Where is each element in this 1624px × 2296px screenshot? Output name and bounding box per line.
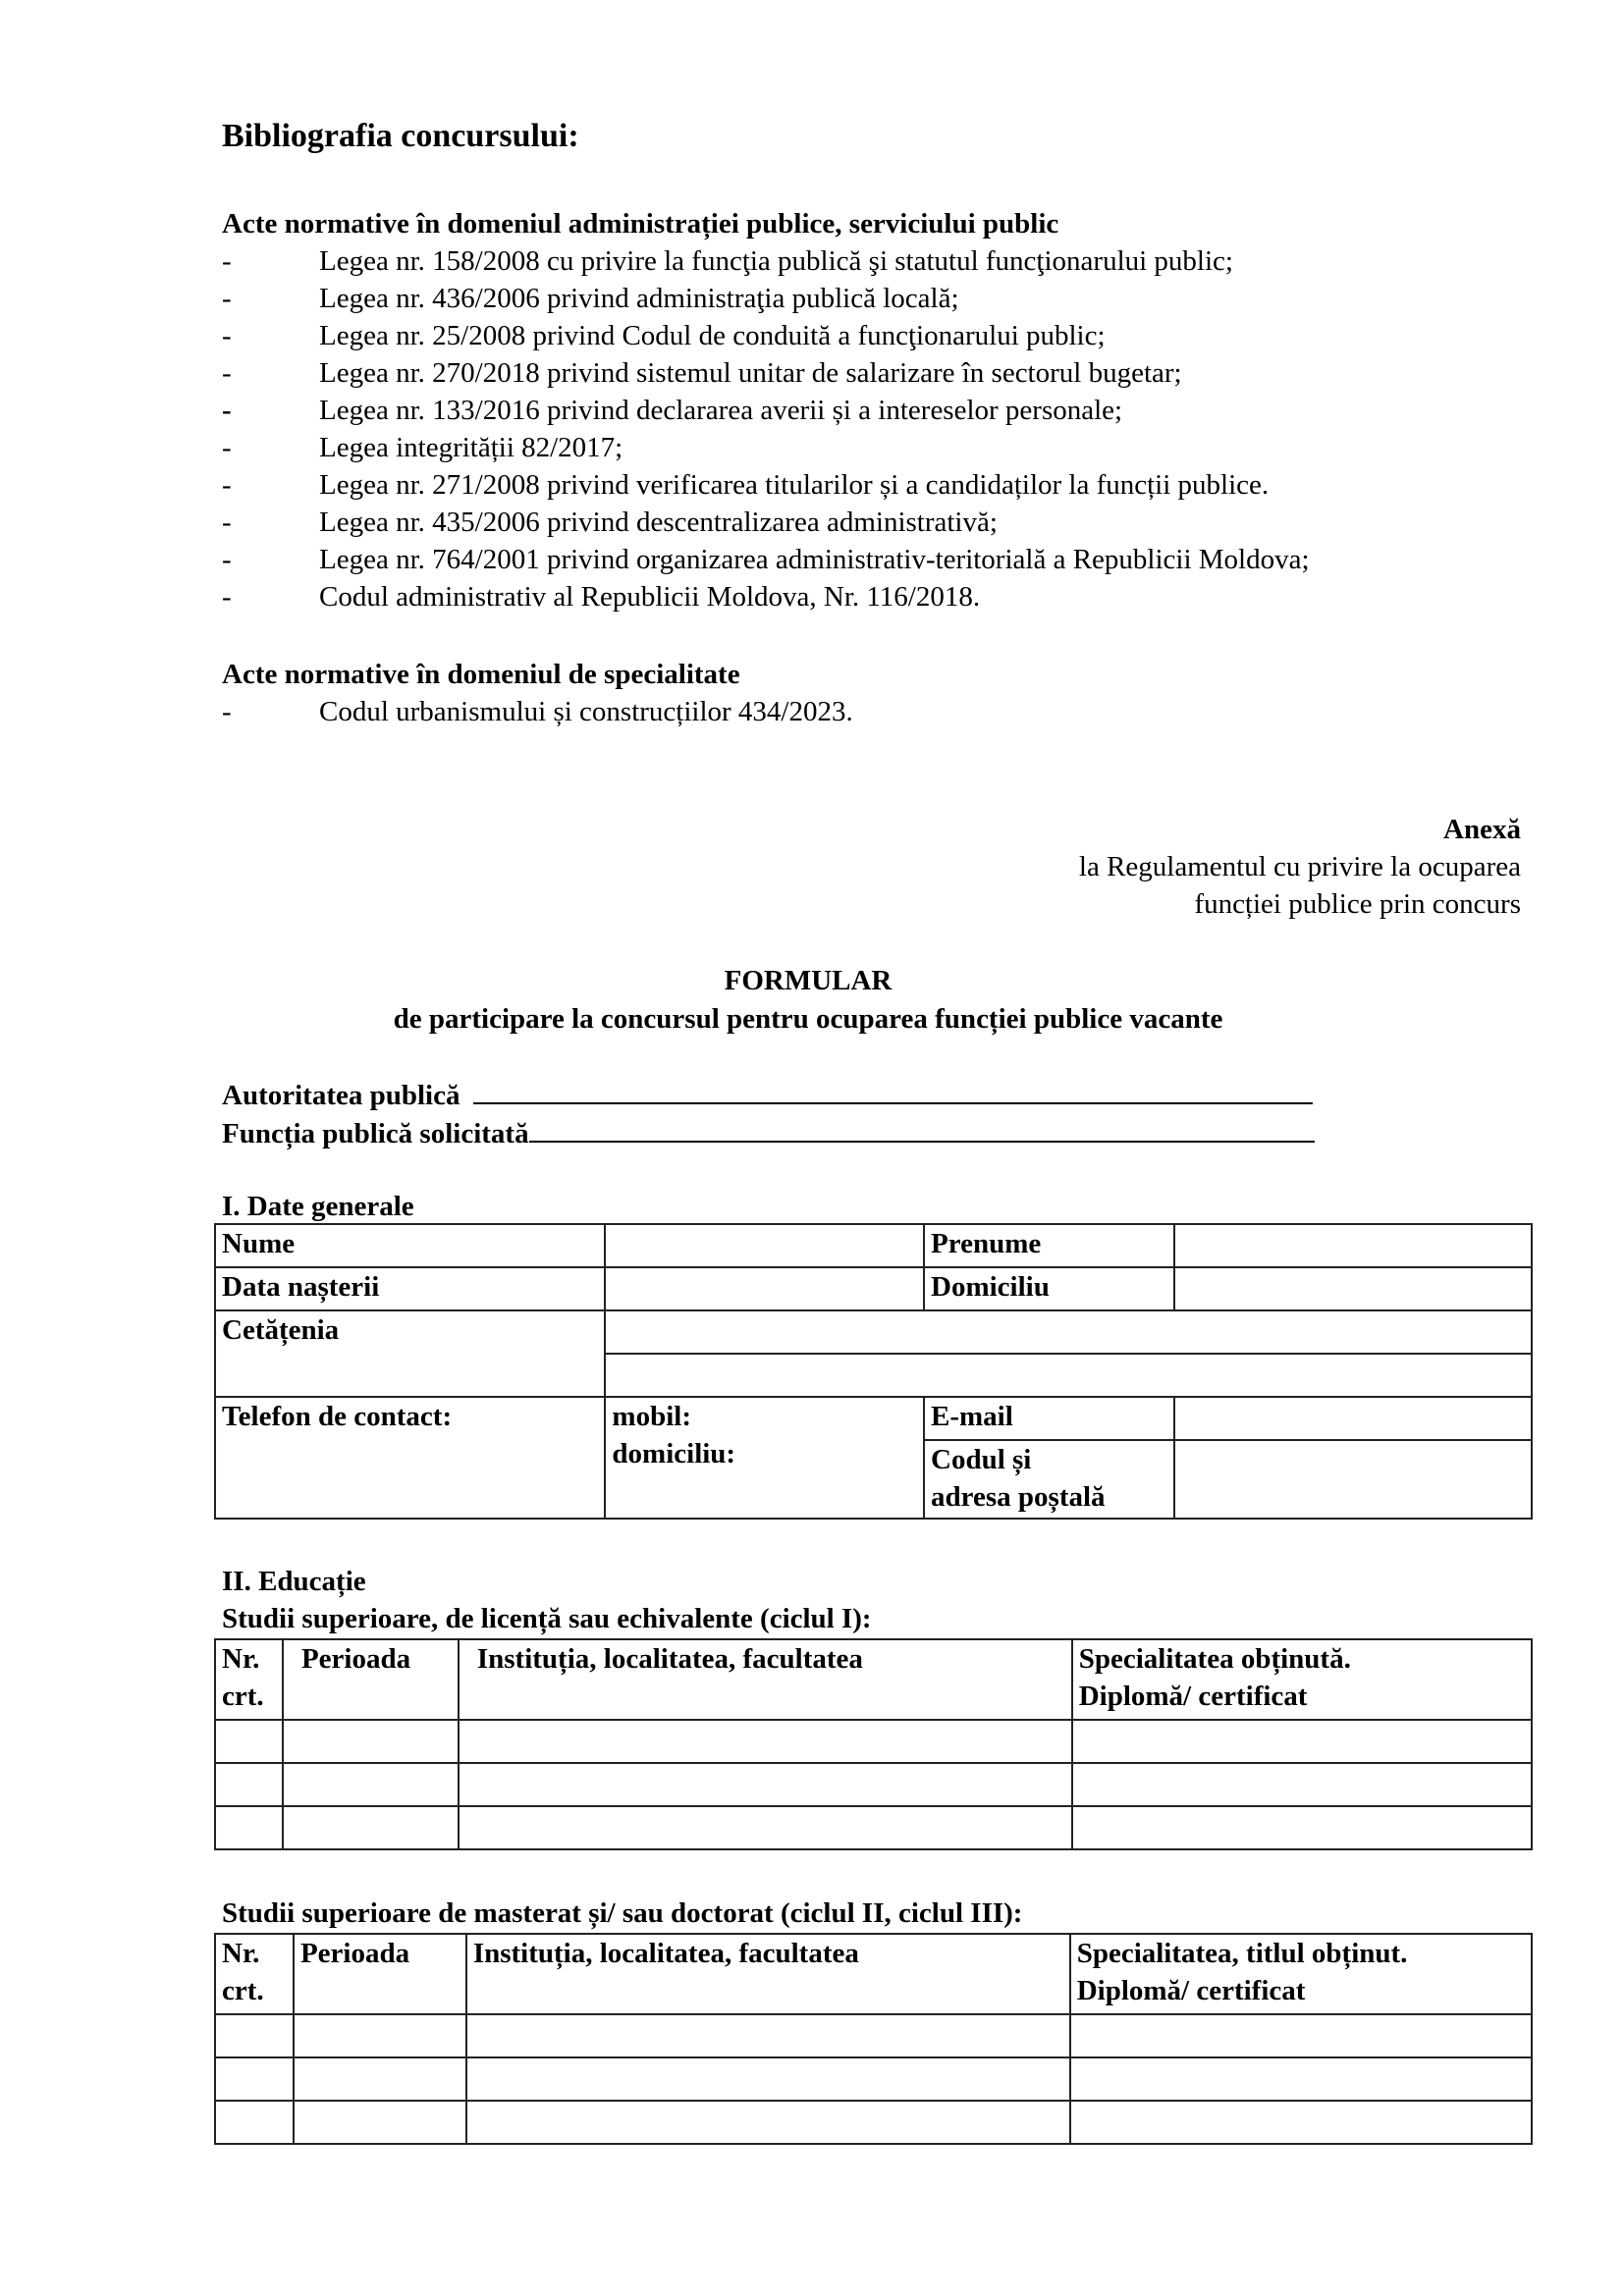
list-item-text: Legea nr. 271/2008 privind verificarea titularilor și a candidaților la funcții publice.: [319, 469, 1270, 501]
list-item: [222, 504, 1538, 541]
table-row: [215, 1763, 1532, 1806]
education-heading: II. Educație: [222, 1566, 366, 1597]
cell[interactable]: [1072, 1763, 1532, 1806]
table-row: [215, 1720, 1532, 1763]
bullet-dash: -: [222, 696, 232, 727]
table-header-row: [215, 1639, 1532, 1720]
label-mobil: mobil:: [612, 1401, 691, 1432]
cell[interactable]: [294, 2014, 466, 2057]
list-item: [222, 317, 1538, 354]
cell[interactable]: [283, 1763, 459, 1806]
list-item: [222, 280, 1538, 317]
section-heading-specialty: Acte normative în domeniul de specialitate: [222, 659, 740, 690]
list-item-text: Legea nr. 435/2006 privind descentralizarea administrativă;: [319, 507, 998, 538]
cell[interactable]: [215, 1763, 283, 1806]
input-prenume[interactable]: [1174, 1224, 1532, 1267]
cell[interactable]: [1070, 2057, 1532, 2101]
masters-caption: Studii superioare de masterat și/ sau doctorat (ciclul II, ciclul III):: [222, 1897, 1023, 1929]
section-heading-administration: Acte normative în domeniul administrației publice, serviciului public: [222, 208, 1059, 240]
label-email: E-mail: [924, 1397, 1174, 1440]
cell[interactable]: [466, 2101, 1070, 2144]
table-row: [215, 1397, 1532, 1440]
table-row: [215, 1224, 1532, 1267]
cell[interactable]: [459, 1806, 1072, 1849]
header-institutia: Instituția, localitatea, facultatea: [459, 1639, 1072, 1720]
cell[interactable]: [215, 1806, 283, 1849]
input-email[interactable]: [1174, 1397, 1532, 1440]
masters-studies-table: [214, 1933, 1533, 2145]
bullet-dash: -: [222, 432, 232, 463]
list-item-text: Legea nr. 436/2006 privind administraţia publică locală;: [319, 283, 959, 314]
list-item-text: Legea nr. 158/2008 cu privire la funcţia publică şi statutul funcţionarului public;: [319, 245, 1233, 277]
bullet-dash: -: [222, 544, 232, 575]
list-item: [222, 541, 1538, 578]
header-institutia: Instituția, localitatea, facultatea: [466, 1934, 1070, 2014]
input-data-nasterii[interactable]: [605, 1267, 924, 1310]
list-item: [222, 429, 1538, 466]
list-item-text: Codul administrativ al Republicii Moldova, Nr. 116/2018.: [319, 581, 981, 613]
input-postal-address[interactable]: [1174, 1440, 1532, 1519]
bibliography-title: Bibliografia concursului:: [222, 118, 579, 154]
table-row: [215, 1267, 1532, 1310]
annex-title: Anexă: [1443, 814, 1521, 845]
cell[interactable]: [215, 2014, 294, 2057]
administration-law-list: [222, 242, 1538, 615]
cell[interactable]: [1070, 2101, 1532, 2144]
list-item-text: Legea nr. 270/2018 privind sistemul unitar de salarizare în sectorul bugetar;: [319, 357, 1182, 389]
cell[interactable]: [283, 1720, 459, 1763]
specialty-law-list: [222, 693, 1538, 730]
phone-types-cell[interactable]: [605, 1397, 924, 1519]
table-row: [215, 1310, 1532, 1354]
annex-line-2: funcției publice prin concurs: [1194, 888, 1521, 920]
cell[interactable]: [459, 1720, 1072, 1763]
table-row: [215, 2057, 1532, 2101]
label-domiciliu: Domiciliu: [924, 1267, 1174, 1310]
cell[interactable]: [215, 2057, 294, 2101]
table-row: [215, 2014, 1532, 2057]
general-data-heading: I. Date generale: [222, 1191, 414, 1222]
cell[interactable]: [466, 2014, 1070, 2057]
bullet-dash: -: [222, 507, 232, 538]
table-header-row: [215, 1934, 1532, 2014]
list-item-text: Legea nr. 764/2001 privind organizarea administrativ-teritorială a Republicii Moldova;: [319, 544, 1310, 575]
cell[interactable]: [1070, 2014, 1532, 2057]
authority-field-row: [222, 1077, 1313, 1114]
header-nr-crt: Nr. crt.: [215, 1934, 294, 2014]
header-perioada: Perioada: [283, 1639, 459, 1720]
position-label: Funcția publică solicitată: [222, 1118, 529, 1149]
label-cetatenia: Cetățenia: [215, 1310, 605, 1397]
cell[interactable]: [283, 1806, 459, 1849]
bullet-dash: -: [222, 357, 232, 389]
cell[interactable]: [294, 2101, 466, 2144]
header-perioada: Perioada: [294, 1934, 466, 2014]
position-input[interactable]: [529, 1115, 1315, 1143]
bullet-dash: -: [222, 245, 232, 277]
authority-input[interactable]: [473, 1077, 1313, 1104]
general-data-table: [214, 1223, 1533, 1520]
label-data-nasterii: Data nașterii: [215, 1267, 605, 1310]
cell[interactable]: [1072, 1720, 1532, 1763]
list-item: [222, 242, 1538, 280]
bullet-dash: -: [222, 581, 232, 613]
list-item-text: Legea nr. 133/2016 privind declararea averii și a intereselor personale;: [319, 395, 1123, 426]
list-item: [222, 392, 1538, 429]
label-postal-line-1: Codul și: [931, 1444, 1032, 1475]
list-item-text: Legea nr. 25/2008 privind Codul de conduită a funcţionarului public;: [319, 320, 1106, 351]
cell[interactable]: [466, 2057, 1070, 2101]
header-specialitatea: Specialitatea, titlul obținut. Diplomă/ certificat: [1070, 1934, 1532, 2014]
header-nr-crt: Nr. crt.: [215, 1639, 283, 1720]
cell[interactable]: [459, 1763, 1072, 1806]
cell[interactable]: [215, 1720, 283, 1763]
list-item: [222, 693, 1538, 730]
annex-line-1: la Regulamentul cu privire la ocuparea: [1078, 851, 1521, 882]
list-item-text: Codul urbanismului și construcțiilor 434/2023.: [319, 696, 853, 727]
form-subtitle: de participare la concursul pentru ocuparea funcției publice vacante: [393, 1003, 1223, 1035]
cell[interactable]: [215, 2101, 294, 2144]
header-specialitatea: Specialitatea obținută. Diplomă/ certificat: [1072, 1639, 1532, 1720]
input-cetatenia-1[interactable]: [605, 1310, 1532, 1354]
position-field-row: [222, 1115, 1315, 1152]
label-nume: Nume: [215, 1224, 605, 1267]
bullet-dash: -: [222, 320, 232, 351]
label-postal-address: [924, 1440, 1174, 1519]
list-item: [222, 466, 1538, 504]
input-nume[interactable]: [605, 1224, 924, 1267]
input-cetatenia-2[interactable]: [605, 1354, 1532, 1397]
bullet-dash: -: [222, 469, 232, 501]
table-row: [215, 1806, 1532, 1849]
list-item: [222, 578, 1538, 615]
form-title: FORMULAR: [724, 965, 893, 996]
table-row: [215, 2101, 1532, 2144]
bullet-dash: -: [222, 283, 232, 314]
authority-label: Autoritatea publică: [222, 1080, 460, 1111]
cell[interactable]: [294, 2057, 466, 2101]
input-domiciliu[interactable]: [1174, 1267, 1532, 1310]
list-item: [222, 354, 1538, 392]
label-telefon: Telefon de contact:: [215, 1397, 605, 1519]
bachelor-studies-table: [214, 1638, 1533, 1850]
list-item-text: Legea integrității 82/2017;: [319, 432, 623, 463]
label-postal-line-2: adresa poștală: [931, 1481, 1106, 1513]
cell[interactable]: [1072, 1806, 1532, 1849]
bullet-dash: -: [222, 395, 232, 426]
bachelor-caption: Studii superioare, de licență sau echivalente (ciclul I):: [222, 1603, 872, 1634]
label-domiciliu-phone: domiciliu:: [612, 1438, 736, 1469]
label-prenume: Prenume: [924, 1224, 1174, 1267]
